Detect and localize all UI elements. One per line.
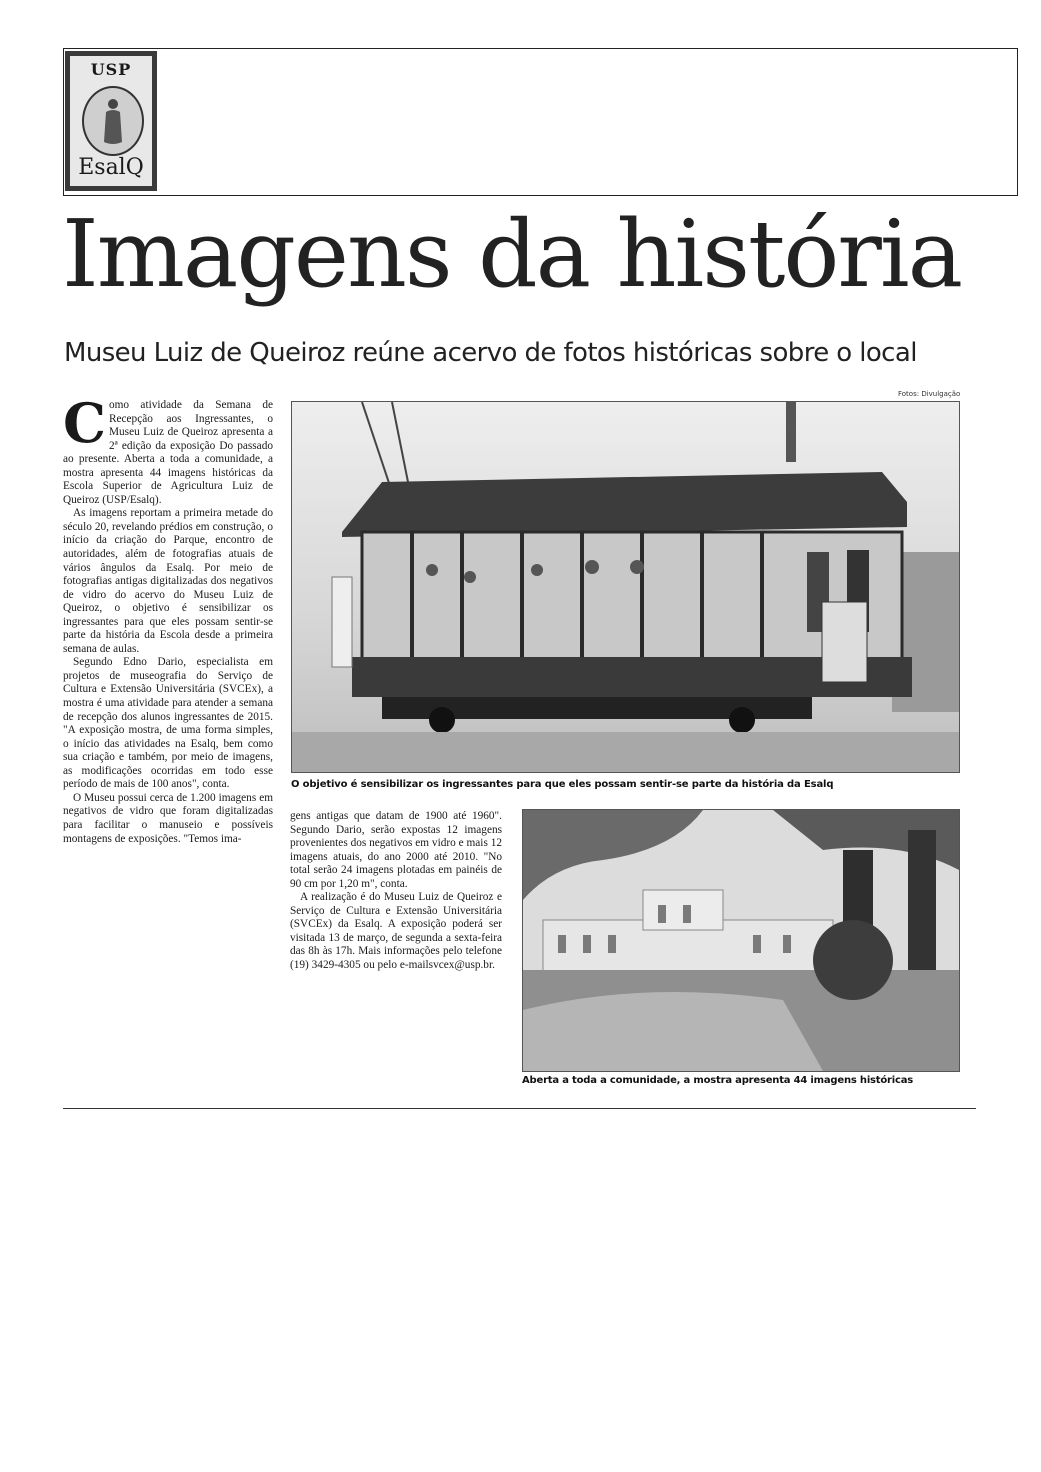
paragraph: gens antigas que datam de 1900 até 1960". Segundo Dario, serão expostas 12 imagens provenientes dos negativos em vidro e mais 12 imagens atuais, do ano 2000 até 2010. "No total serão 24 imagens plotadas em painéis de 90 cm por 1,20 m", conta.	[290, 810, 502, 890]
paragraph: omo atividade da Semana de Recepção aos Ingressantes, o Museu Luiz de Queiroz apresenta a 2ª edição da exposição Do passado ao presente. Aberta a toda a comunidade, a mostra apresenta 44 imagens históricas da Escola Superior de Agricultura Luiz de Queiroz (USP/Esalq).	[63, 399, 273, 506]
header-frame	[63, 48, 1018, 196]
bottom-rule	[63, 1108, 976, 1109]
paragraph: O Museu possui cerca de 1.200 imagens em negativos de vidro que foram digitalizadas para facilitar o manuseio e possíveis montagens de exposições. "Temos ima-	[63, 791, 273, 845]
photo1-caption: O objetivo é sensibilizar os ingressantes para que eles possam sentir-se parte da história da Esalq	[291, 779, 834, 790]
subheadline: Museu Luiz de Queiroz reúne acervo de fotos históricas sobre o local	[64, 338, 917, 368]
photo-credit: Fotos: Divulgação	[898, 390, 961, 398]
dropcap: C	[63, 391, 106, 455]
headline: Imagens da história	[62, 200, 962, 308]
esalq-logo	[65, 51, 157, 191]
paragraph: Segundo Edno Dario, especialista em projetos de museografia do Serviço de Cultura e Extensão Universitária (SVCEx), a mostra é uma atividade para atender a semana de recepção dos alunos ingressantes de 2015. "A exposição mostra, de uma forma simples, o início das atividades na Esalq, bem como sua criação e também, por meio de imagens, as modificações ocorridas em todo esse período de mais de 100 anos", conta.	[63, 656, 273, 791]
logo-usp-text: USP	[90, 60, 132, 79]
photo2-caption: Aberta a toda a comunidade, a mostra apresenta 44 imagens históricas	[522, 1075, 914, 1086]
logo-emblem	[70, 56, 152, 186]
paragraph: As imagens reportam a primeira metade do século 20, revelando prédios em construção, o início da criação do Parque, encontro de autoridades, além de fotografias atuais de vários ângulos da Esalq. Por meio de fotografias antigas digitalizadas dos negativos de vidro do acervo do Museu Luiz de Queiroz, o objetivo é sensibilizar os ingressantes para que eles possam sentir-se parte da história da Escola desde a primeira semana de aulas.	[63, 507, 273, 655]
paragraph: A realização é do Museu Luiz de Queiroz e Serviço de Cultura e Extensão Universitária (SVCEx) da Esalq. A exposição poderá ser visitada 13 de março, de segunda a sexta-feira das 8h às 17h. Mais informações pelo telefone (19) 3429-4305 ou pelo e-mailsvcex@usp.br.	[290, 891, 502, 972]
article-column-1	[63, 391, 273, 846]
logo-esalq-text: EsalQ	[78, 155, 144, 180]
article-column-2	[290, 810, 502, 973]
tram-photo	[291, 401, 960, 773]
campus-building-photo	[522, 809, 960, 1072]
logo-figure-icon	[82, 86, 144, 156]
